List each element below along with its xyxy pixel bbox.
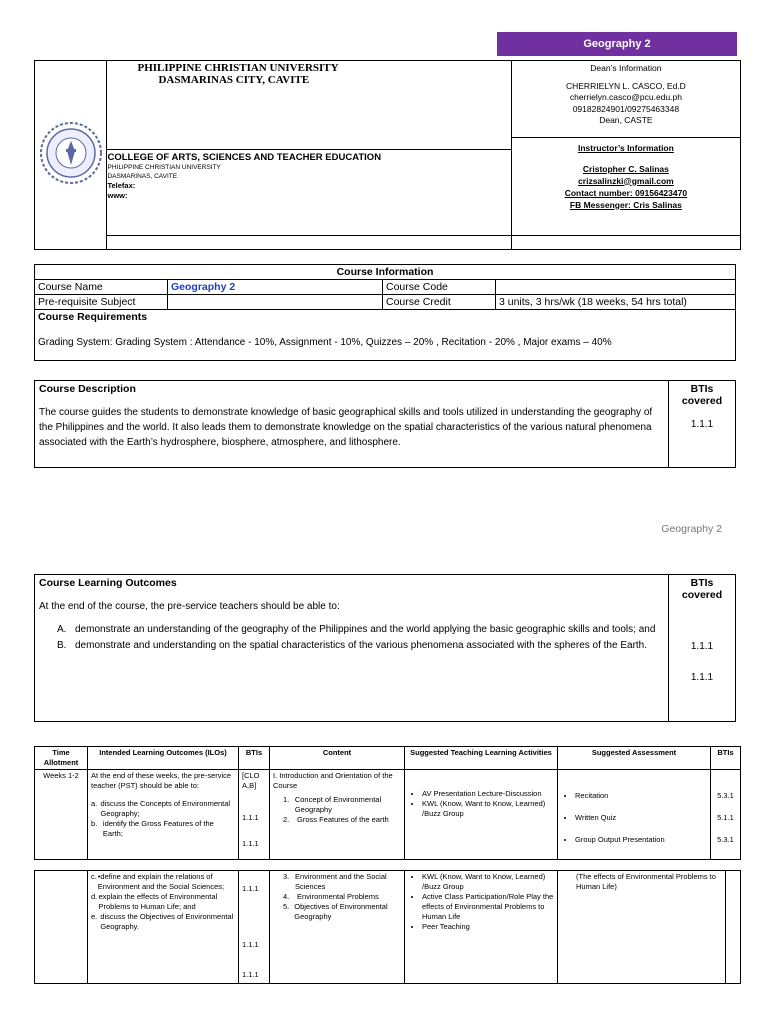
clo-table bbox=[34, 574, 736, 722]
bti-e: 1.1.1 bbox=[242, 970, 259, 979]
time-allotment bbox=[35, 871, 88, 984]
bti-clo: [CLO A,B] bbox=[242, 771, 260, 790]
dean-name: CHERRIELYN L. CASCO, Ed.D bbox=[565, 80, 686, 91]
course-credit-label: Course Credit bbox=[383, 295, 496, 310]
col-header: Time Allotment bbox=[35, 747, 88, 770]
assessment-item: • Recitation bbox=[575, 791, 707, 801]
clo-letter: A. bbox=[57, 624, 67, 635]
description-btis-cell bbox=[669, 381, 736, 468]
dean-email: cherrielyn.casco@pcu.edu.ph bbox=[569, 92, 682, 102]
content-cell: 3. Environment and the Social Sciences 4. Environmental Problems 5. Objectives of Environmental Geography bbox=[270, 871, 405, 984]
activities-cell bbox=[405, 770, 558, 860]
description-bti: 1.1.1 bbox=[690, 419, 714, 430]
content-2: Gross Features of the earth bbox=[297, 815, 389, 824]
clo-item-a bbox=[39, 622, 664, 638]
clo-text: demonstrate and understanding on the spatial characteristics of the various phenomena associated with the spheres of the Earth. bbox=[75, 640, 648, 651]
ilo-e: discuss the Objectives of Environmental Geography. bbox=[100, 912, 234, 931]
course-info-table bbox=[34, 264, 736, 361]
dean-role: Dean, CASTE bbox=[599, 115, 653, 125]
telefax-label: Telefax: bbox=[107, 181, 136, 191]
ilo-a: discuss the Concepts of Environmental Geography; bbox=[100, 799, 231, 818]
www-label: www: bbox=[107, 191, 128, 201]
dean-phone: 09182824901/09275463348 bbox=[572, 103, 680, 114]
course-code-label: Course Code bbox=[383, 280, 496, 295]
clo-letter: B. bbox=[57, 640, 67, 651]
ilo-c: •define and explain the relations of Environment and the Social Sciences; bbox=[97, 872, 225, 891]
content-1: Concept of Environmental Geography bbox=[294, 795, 382, 814]
college-sub2: DASMARINAS, CAVITE bbox=[107, 173, 178, 181]
content-4: Environmental Problems bbox=[297, 892, 379, 901]
page-header-course: Geography 2 bbox=[661, 523, 722, 535]
content-3: Environment and the Social Sciences bbox=[294, 872, 387, 891]
description-btis-label: BTIs covered bbox=[681, 383, 723, 407]
col-header: Intended Learning Outcomes (ILOs) bbox=[88, 747, 239, 770]
bti-cell bbox=[239, 871, 270, 984]
content-title: I. Introduction and Orientation of the Course bbox=[273, 771, 393, 790]
activity-item: • Active Class Participation/Role Play the effects of Environmental Problems to Human Life bbox=[422, 892, 554, 922]
prereq-label: Pre-requisite Subject bbox=[35, 295, 168, 310]
bti-d: 1.1.1 bbox=[242, 940, 259, 949]
dean-title: Dean’s Information bbox=[590, 63, 662, 73]
content-cell: I. Introduction and Orientation of the Course 1. Concept of Environmental Geography 2. Gross Features of the earth bbox=[270, 770, 405, 860]
ilo-intro: At the end of these weeks, the pre-service teacher (PST) should be able to: bbox=[91, 771, 232, 790]
bti2-cell bbox=[726, 871, 741, 984]
dean-info-cell bbox=[511, 61, 740, 236]
activity-item: • KWL (Know, Want to Know, Learned) /Buzz Group bbox=[422, 799, 554, 819]
activities-cell bbox=[405, 871, 558, 984]
course-description-table bbox=[34, 380, 736, 468]
description-title: Course Description bbox=[39, 383, 136, 395]
instructor-contact: Contact number: 09156423470 bbox=[564, 187, 688, 198]
activity-item: • KWL (Know, Want to Know, Learned) /Buzz Group bbox=[422, 872, 554, 892]
col-header: BTIs bbox=[711, 747, 741, 770]
assessment-item: • Group Output Presentation bbox=[575, 835, 707, 845]
clo-btis-label: BTIs covered bbox=[681, 577, 723, 601]
ilo-b: identify the Gross Features of the Earth; bbox=[102, 819, 214, 838]
college-cell bbox=[107, 150, 511, 235]
course-credit-value: 3 units, 3 hrs/wk (18 weeks, 54 hrs total) bbox=[496, 295, 736, 310]
clo-intro: At the end of the course, the pre-service teachers should be able to: bbox=[39, 601, 340, 612]
logo-cell bbox=[35, 61, 107, 250]
instructor-fb: FB Messenger: Cris Salinas bbox=[569, 199, 682, 210]
course-badge: Geography 2 bbox=[497, 32, 737, 56]
col-header: Suggested Assessment bbox=[558, 747, 711, 770]
empty-cell bbox=[107, 235, 511, 249]
college-name: COLLEGE OF ARTS, SCIENCES AND TEACHER EDUCATION bbox=[107, 152, 382, 164]
course-name-value: Geography 2 bbox=[168, 280, 383, 295]
bti-a: 1.1.1 bbox=[242, 813, 259, 822]
bti2-item: 5.3.1 bbox=[717, 791, 734, 800]
bti2-item: 5.3.1 bbox=[717, 835, 734, 844]
learning-plan-table-1 bbox=[34, 746, 741, 860]
instructor-name: Cristopher C. Salinas bbox=[582, 163, 669, 174]
description-cell bbox=[35, 381, 669, 468]
ilo-cell: At the end of these weeks, the pre-service teacher (PST) should be able to: a. discuss the Concepts of Environmental Geography; b. identify the Gross Features of the Earth; bbox=[88, 770, 239, 860]
clo-title: Course Learning Outcomes bbox=[39, 577, 177, 589]
course-name-label: Course Name bbox=[35, 280, 168, 295]
col-header: Suggested Teaching Learning Activities bbox=[405, 747, 558, 770]
bti-cell bbox=[239, 770, 270, 860]
clo-cell bbox=[35, 575, 669, 722]
university-name-cell bbox=[107, 61, 511, 150]
university-seal-icon bbox=[39, 121, 103, 185]
bti-c: 1.1.1 bbox=[242, 884, 259, 893]
ilo-d: explain the effects of Environmental Problems to Human Life; and bbox=[98, 892, 218, 911]
bti2-cell bbox=[711, 770, 741, 860]
course-info-title: Course Information bbox=[35, 265, 736, 280]
clo-item-b bbox=[39, 638, 664, 654]
college-sub1: PHILIPPINE CHRISTIAN UNIVERSITY bbox=[107, 164, 221, 172]
university-city: DASMARINAS CITY, CAVITE bbox=[158, 74, 310, 86]
prereq-value bbox=[168, 295, 383, 310]
clo-bti-b: 1.1.1 bbox=[690, 672, 714, 683]
assessment-item: • Written Quiz bbox=[575, 813, 707, 823]
instructor-email: crizsalinzki@gmail.com bbox=[578, 175, 674, 186]
description-text: The course guides the students to demonstrate knowledge of basic geographical skills and tools utilized in understanding the geography of the Philippines and the world. It also leads them to demonstrate knowledge on the spatial characteristics of the various natural phenomena associated with the Earth’s hydrosphere, biosphere, atmosphere, and lithosphere. bbox=[39, 407, 653, 448]
time-allotment: Weeks 1-2 bbox=[35, 770, 88, 860]
clo-bti-a: 1.1.1 bbox=[690, 641, 714, 652]
clo-text: demonstrate an understanding of the geography of the Philippines and the world applying the basic geographic skills and tools; and bbox=[75, 624, 656, 635]
activity-item: • AV Presentation Lecture-Discussion bbox=[422, 789, 554, 799]
learning-plan-table-2 bbox=[34, 870, 741, 984]
bti-b: 1.1.1 bbox=[242, 839, 259, 848]
col-header: BTIs bbox=[239, 747, 270, 770]
bti2-item: 5.1.1 bbox=[717, 813, 734, 822]
instructor-title: Instructor’s Information bbox=[577, 142, 674, 153]
header-table bbox=[34, 60, 741, 250]
grading-system: Grading System: Grading System : Attendance - 10%, Assignment - 10%, Quizzes – 20% , Recitation - 20% , Major exams – 40% bbox=[38, 337, 612, 348]
content-5: Objectives of Environmental Geography bbox=[294, 902, 388, 921]
assessment-cell bbox=[558, 871, 726, 984]
assessment-note: (The effects of Environmental Problems to Human Life) bbox=[576, 872, 716, 891]
ilo-cell: c. •define and explain the relations of Environment and the Social Sciences; d. explain the effects of Environmental Problems to Human Life; and e. discuss the Objectives of Environmental Geography. bbox=[88, 871, 239, 984]
activity-item: • Peer Teaching bbox=[422, 922, 554, 932]
clo-btis-cell bbox=[669, 575, 736, 722]
col-header: Content bbox=[270, 747, 405, 770]
course-code-value bbox=[496, 280, 736, 295]
university-name: PHILIPPINE CHRISTIAN UNIVERSITY bbox=[137, 62, 339, 74]
assessment-cell bbox=[558, 770, 711, 860]
empty-cell bbox=[511, 235, 740, 249]
requirements-label: Course Requirements bbox=[38, 311, 148, 323]
requirements-cell bbox=[35, 310, 736, 361]
